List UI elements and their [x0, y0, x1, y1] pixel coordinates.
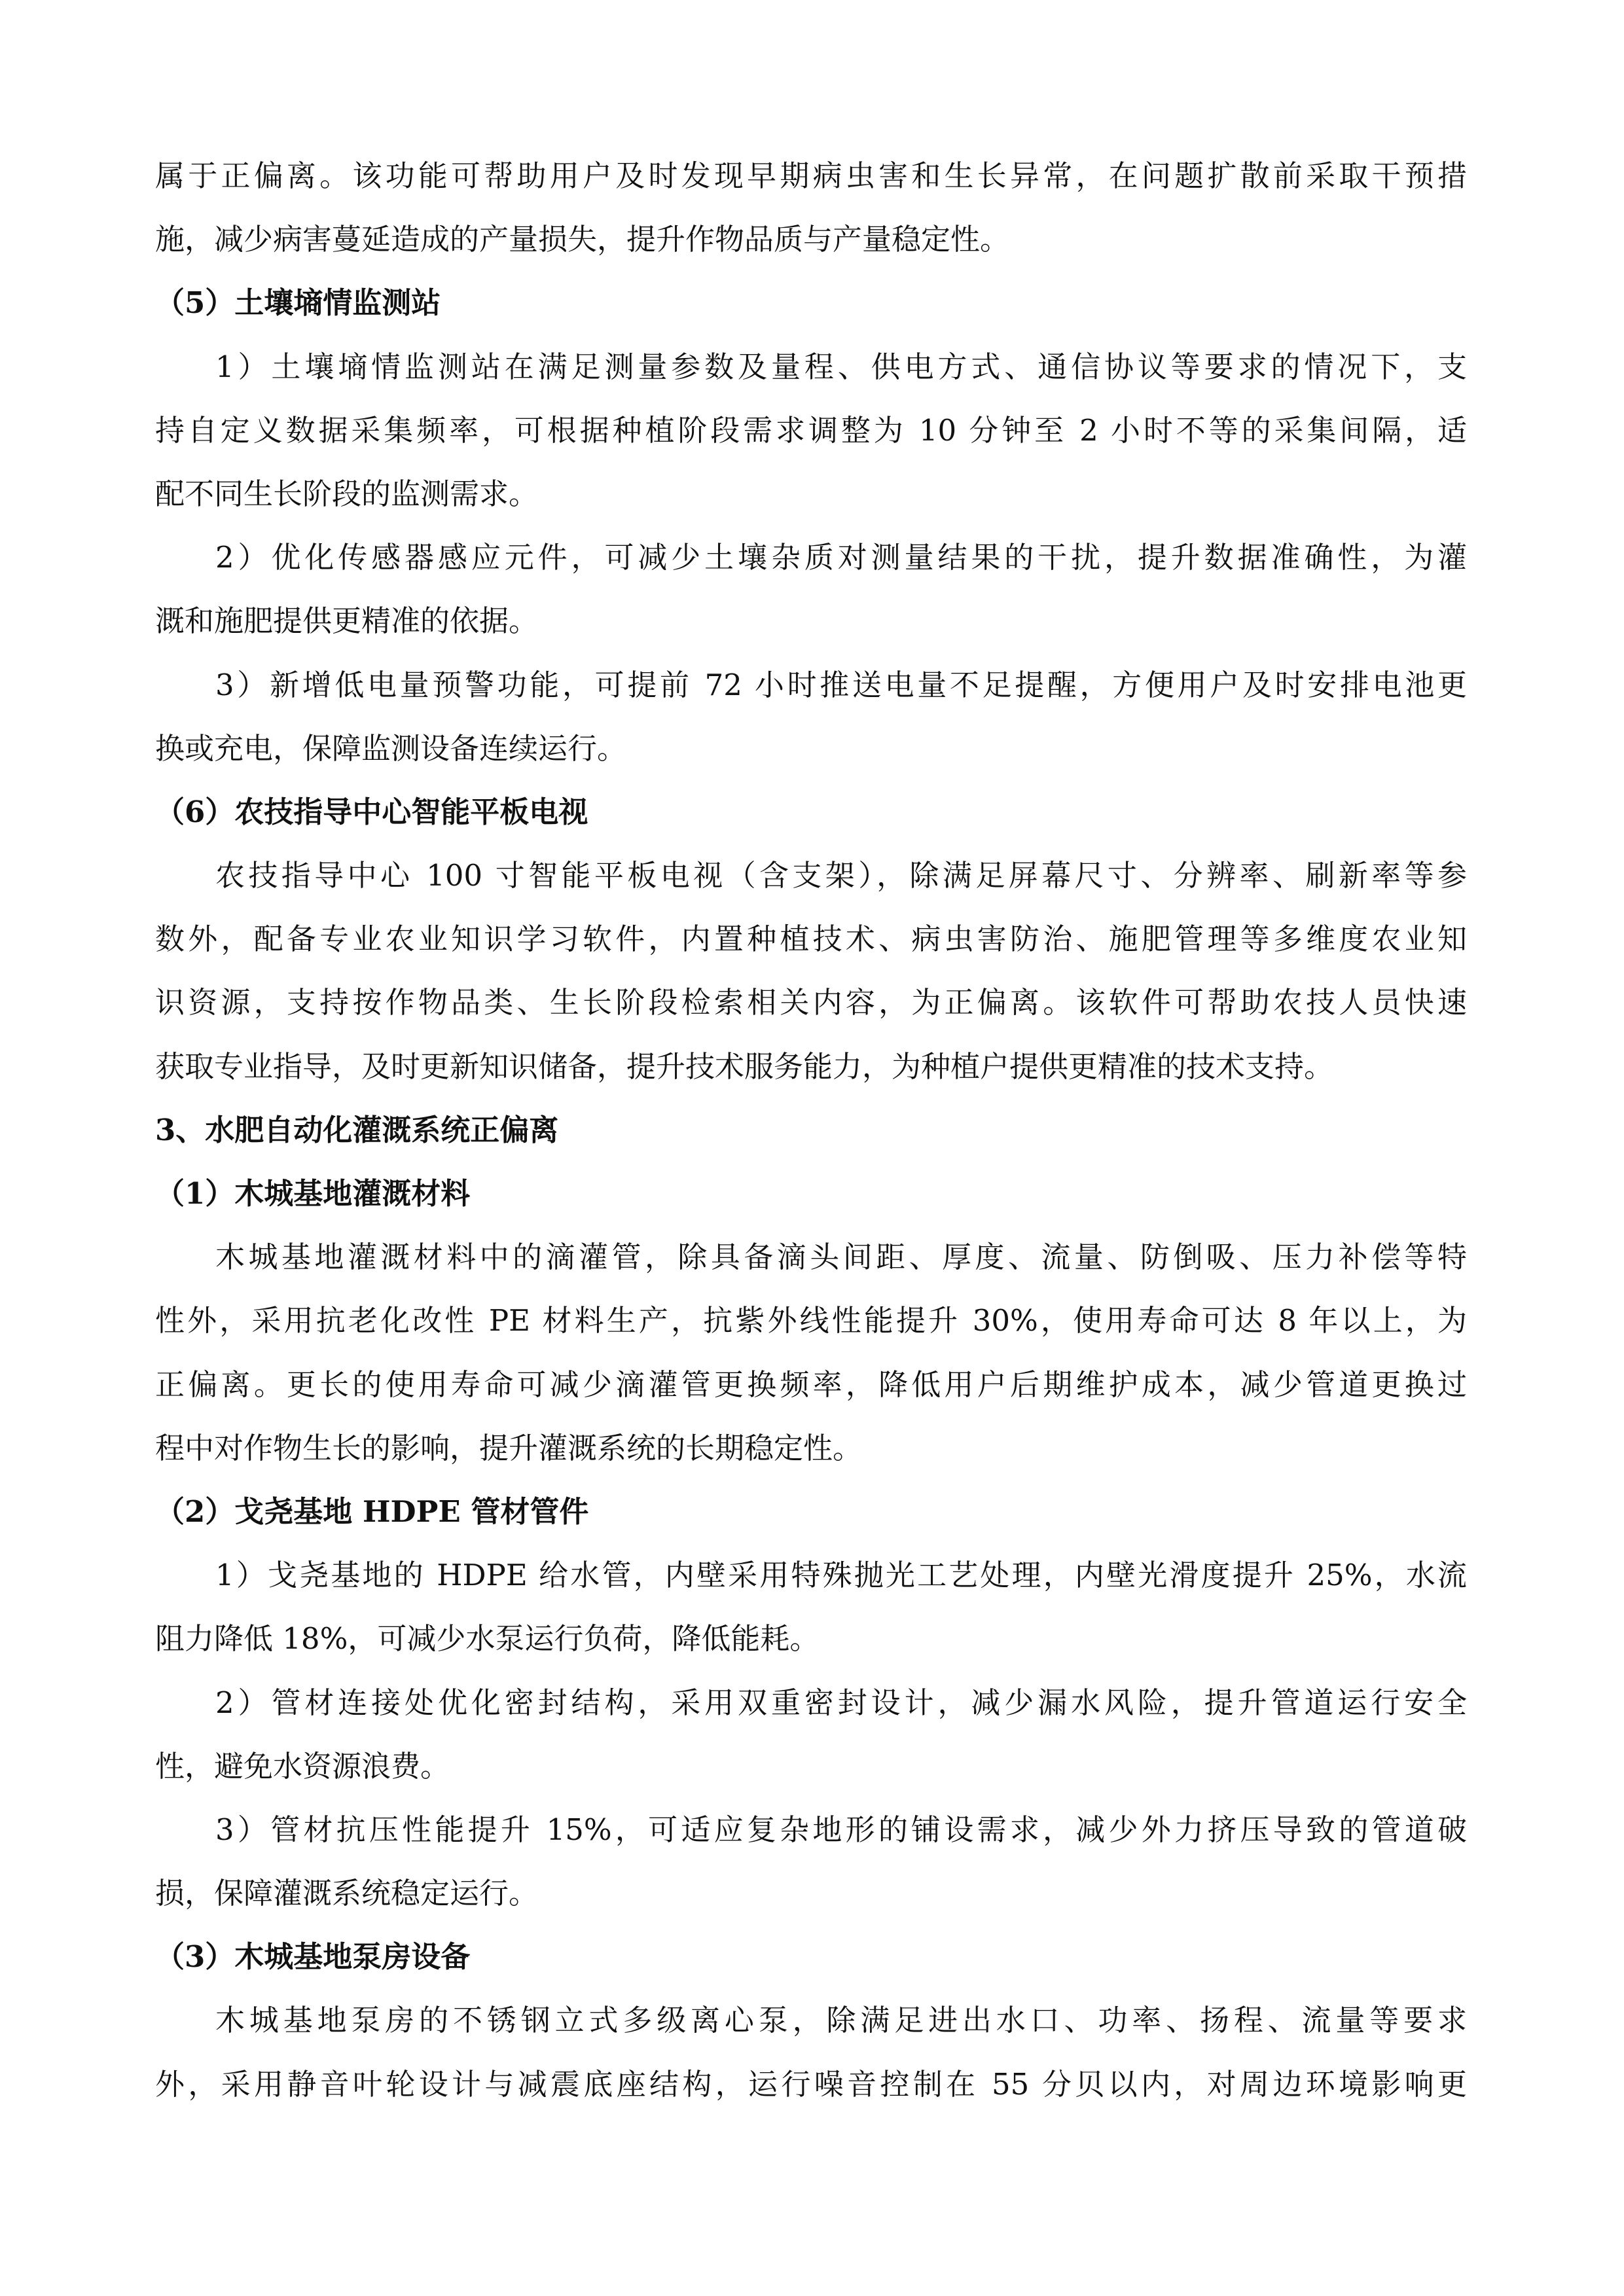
text-line: 换或充电，保障监测设备连续运行。: [155, 730, 627, 766]
paragraph-drip-pipe: [155, 1225, 1467, 1480]
subheading-smart-tv: （6）农技指导中心智能平板电视: [155, 794, 588, 829]
subheading-hdpe-pipes: （2）戈尧基地 HDPE 管材管件: [155, 1494, 589, 1529]
text-line: 获取专业指导，及时更新知识储备，提升技术服务能力，为种植户提供更精准的技术支持。: [155, 1049, 1334, 1084]
paragraph-low-battery-alert: [155, 653, 1467, 780]
text-line: 损，保障灌溉系统稳定运行。: [155, 1876, 539, 1911]
text-line: 识资源，支持按作物品类、生长阶段检索相关内容，为正偏离。该软件可帮助农技人员快速: [155, 985, 1467, 1020]
text-line: 2）优化传感器感应元件，可减少土壤杂质对测量结果的干扰，提升数据准确性，为灌: [215, 540, 1467, 575]
subheading-soil-moisture-station: （5）土壤墒情监测站: [155, 285, 441, 321]
text-line: 性外，采用抗老化改性 PE 材料生产，抗紫外线性能提升 30%，使用寿命可达 8 年以上，为: [155, 1303, 1467, 1338]
text-line: 配不同生长阶段的监测需求。: [155, 476, 539, 511]
paragraph-continuation: [155, 144, 1467, 271]
text-line: 正偏离。更长的使用寿命可减少滴灌管更换频率，降低用户后期维护成本，减少管道更换过: [155, 1367, 1467, 1402]
paragraph-pressure-resistance: [155, 1798, 1467, 1925]
text-line: 阻力降低 18%，可减少水泵运行负荷，降低能耗。: [155, 1621, 820, 1657]
paragraph-sensor-optimization: [155, 526, 1467, 653]
document-page: [155, 144, 1467, 2116]
text-line: 性，避免水资源浪费。: [155, 1748, 450, 1784]
text-line: 3）管材抗压性能提升 15%，可适应复杂地形的铺设需求，减少外力挤压导致的管道破: [215, 1812, 1467, 1847]
text-line: 数外，配备专业农业知识学习软件，内置种植技术、病虫害防治、施肥管理等多维度农业知: [155, 922, 1467, 957]
text-line: 农技指导中心 100 寸智能平板电视（含支架），除满足屏幕尺寸、分辨率、刷新率等参: [215, 858, 1467, 893]
text-line: 2）管材连接处优化密封结构，采用双重密封设计，减少漏水风险，提升管道运行安全: [215, 1685, 1467, 1720]
text-line: 3）新增低电量预警功能，可提前 72 小时推送电量不足提醒，方便用户及时安排电池更: [215, 667, 1467, 702]
paragraph-smart-tv: [155, 844, 1467, 1098]
text-line: 木城基地灌溉材料中的滴灌管，除具备滴头间距、厚度、流量、防倒吸、压力补偿等特: [215, 1240, 1467, 1275]
text-line: 溉和施肥提供更精准的依据。: [155, 603, 539, 639]
text-line: 程中对作物生长的影响，提升灌溉系统的长期稳定性。: [155, 1430, 863, 1465]
text-line: 木城基地泵房的不锈钢立式多级离心泵，除满足进出水口、功率、扬程、流量等要求: [215, 2003, 1467, 2038]
text-line: 持自定义数据采集频率，可根据种植阶段需求调整为 10 分钟至 2 小时不等的采集间隔，适: [155, 412, 1467, 448]
text-line: 施，减少病害蔓延造成的产量损失，提升作物品质与产量稳定性。: [155, 222, 1010, 257]
text-line: 1）土壤墒情监测站在满足测量参数及量程、供电方式、通信协议等要求的情况下，支: [215, 349, 1467, 384]
paragraph-seal-structure: [155, 1671, 1467, 1798]
paragraph-hdpe-inner-wall: [155, 1543, 1467, 1670]
subheading-pump-room: （3）木城基地泵房设备: [155, 1939, 471, 1975]
text-line: 外，采用静音叶轮设计与减震底座结构，运行噪音控制在 55 分贝以内，对周边环境影响更: [155, 2066, 1467, 2102]
paragraph-pump: [155, 1988, 1467, 2115]
subheading-irrigation-materials: （1）木城基地灌溉材料: [155, 1176, 471, 1211]
text-line: 属于正偏离。该功能可帮助用户及时发现早期病虫害和生长异常，在问题扩散前采取干预措: [155, 158, 1467, 193]
section-heading-irrigation-system: 3、水肥自动化灌溉系统正偏离: [155, 1112, 559, 1147]
paragraph-collection-frequency: [155, 335, 1467, 526]
text-line: 1）戈尧基地的 HDPE 给水管，内壁采用特殊抛光工艺处理，内壁光滑度提升 25%，水流: [215, 1558, 1467, 1593]
